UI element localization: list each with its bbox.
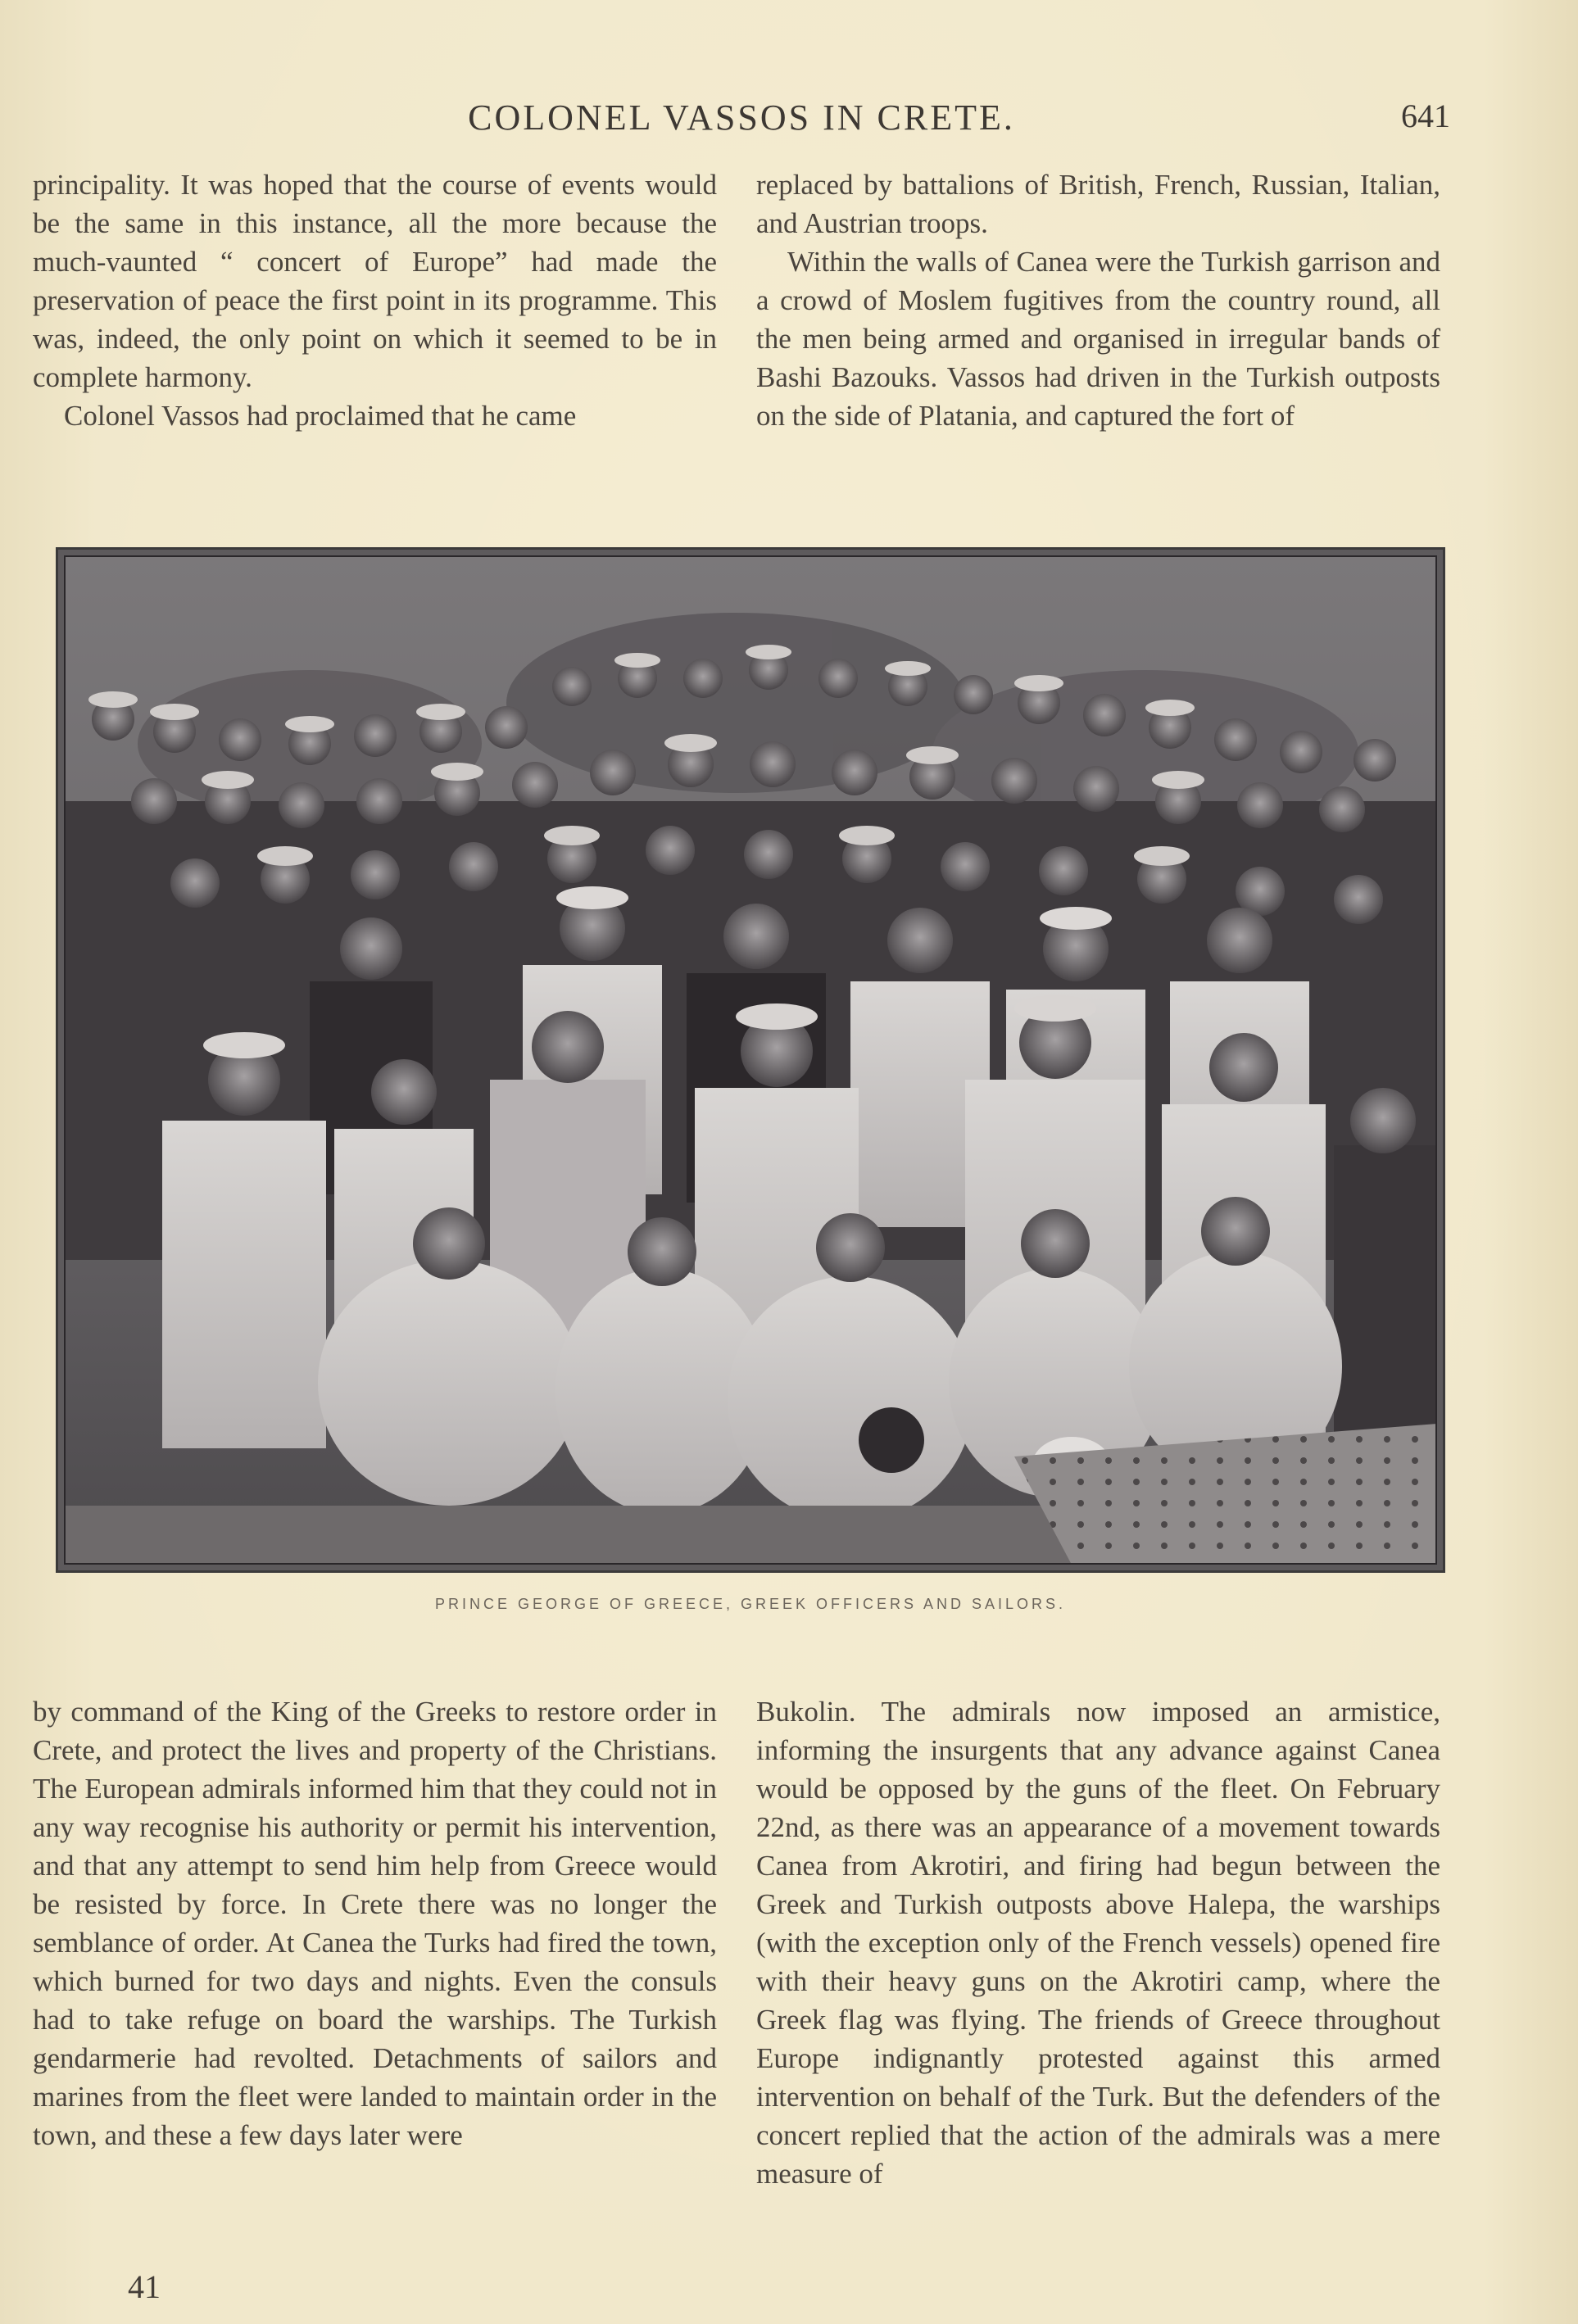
paragraph: principality. It was hoped that the course of events would be the same in this instance, all the more because the much-vaunted “ concert of Europe” had made the preservation of peace the first point in its programme. This was, indeed, the only point on which it seemed to be in complete harmony. [33, 169, 717, 393]
running-head [33, 97, 1450, 146]
running-title: COLONEL VASSOS IN CRETE. [468, 97, 1015, 138]
figure-caption: PRINCE GEORGE OF GREECE, GREEK OFFICERS AND SAILORS. [434, 1596, 1067, 1612]
photograph-image [64, 555, 1437, 1565]
paragraph: Within the walls of Canea were the Turkish garrison and a crowd of Moslem fugitives from the country round, all the men being armed and organised in irregular bands of Bashi Bazouks. Vassos had driven in the Turkish outposts on the side of Platania, and captured the fort of [756, 246, 1440, 432]
column-right-bottom [756, 1692, 1440, 2193]
paragraph: Colonel Vassos had proclaimed that he came [64, 400, 577, 432]
group-photograph [56, 547, 1445, 1573]
column-right-top [756, 165, 1440, 435]
paragraph: replaced by battalions of British, French, Russian, Italian, and Austrian troops. [756, 169, 1440, 239]
signature-mark: 41 [128, 2268, 161, 2305]
page-number: 641 [1401, 97, 1450, 134]
column-left-bottom [33, 1692, 717, 2154]
column-left-top [33, 165, 717, 435]
paragraph: by command of the King of the Greeks to restore order in Crete, and protect the lives and property of the Christians. The European admirals informed him that they could not in any way recognise his authority or permit his intervention, and that any attempt to send him help from Greece would be resisted by force. In Crete there was no longer the semblance of order. At Canea the Turks had fired the town, which burned for two days and nights. Even the consuls had to take refuge on board the warships. The Turkish gendarmerie had revolted. Detachments of sailors and marines from the fleet were landed to maintain order in the town, and these a few days later were [33, 1696, 717, 2151]
paragraph: Bukolin. The admirals now imposed an armistice, informing the insurgents that any advance against Canea would be opposed by the guns of the fleet. On February 22nd, as there was an appearance of a movement towards Canea from Akrotiri, and firing had begun between the Greek and Turkish outposts above Halepa, the warships (with the exception only of the French vessels) opened fire with their heavy guns on the Akrotiri camp, where the Greek flag was flying. The friends of Greece throughout Europe indignantly protested against this armed intervention on behalf of the Turk. But the defenders of the concert replied that the action of the admirals was a mere measure of [756, 1696, 1440, 2190]
